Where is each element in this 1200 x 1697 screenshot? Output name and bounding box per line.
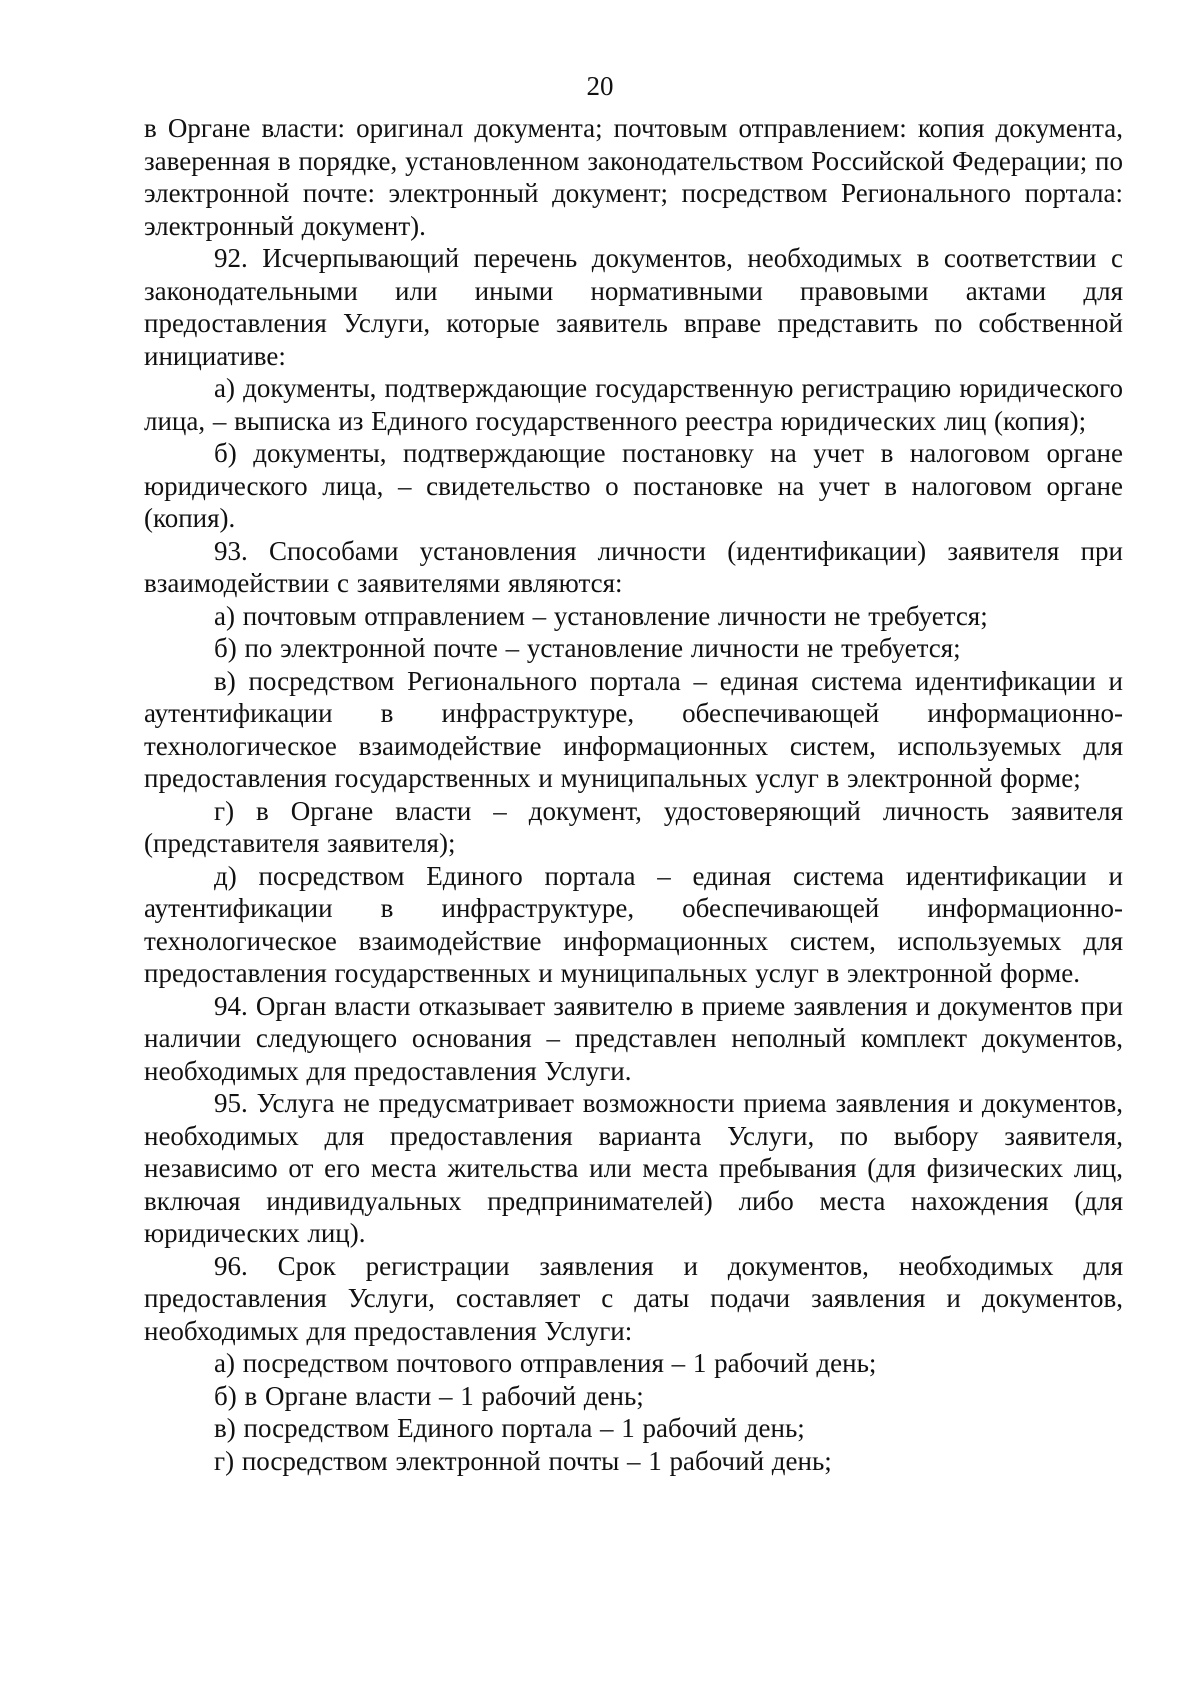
- paragraph-item-92: 92. Исчерпывающий перечень документов, необходимых в соответствии с законодательными или иными нормативными правовыми актами для предоставления Услуги, которые заявитель вправе представить по собственной инициативе:: [144, 243, 1123, 371]
- paragraph-item-96-a: а) посредством почтового отправления – 1 рабочий день;: [214, 1348, 877, 1378]
- paragraph-item-96-b: б) в Органе власти – 1 рабочий день;: [214, 1380, 644, 1411]
- document-body: [144, 112, 1123, 1477]
- paragraph-item-92-a: а) документы, подтверждающие государственную регистрацию юридического лица, – выписка из Единого государственного реестра юридических лиц (копия);: [144, 373, 1123, 436]
- paragraph-item-93-d: д) посредством Единого портала – единая система идентификации и аутентификации в инфраструктуре, обеспечивающей информационно-технологическое взаимодействие информационных систем, используемых для предоставления государственных и муниципальных услуг в электронной форме.: [144, 860, 1123, 988]
- paragraph-item-93: 93. Способами установления личности (идентификации) заявителя при взаимодействии с заявителями являются:: [144, 535, 1123, 598]
- paragraph-continuation: в Органе власти: оригинал документа; почтовым отправлением: копия документа, заверенная в порядке, установленном законодательством Российской Федерации; по электронной почте: электронный документ; посредством Регионального портала: электронный документ).: [144, 113, 1123, 241]
- paragraph-item-93-a: а) почтовым отправлением – установление личности не требуется;: [214, 600, 988, 631]
- paragraph-item-94: 94. Орган власти отказывает заявителю в приеме заявления и документов при наличии следующего основания – представлен неполный комплект документов, необходимых для предоставления Услуги.: [144, 990, 1123, 1086]
- paragraph-item-92-b: б) документы, подтверждающие постановку на учет в налоговом органе юридического лица, – свидетельство о постановке на учет в налоговом органе (копия).: [144, 438, 1123, 533]
- paragraph-item-96-v: в) посредством Единого портала – 1 рабочий день;: [214, 1413, 805, 1443]
- paragraph-item-93-g: г) в Органе власти – документ, удостоверяющий личность заявителя (представителя заявителя);: [144, 795, 1123, 858]
- page-number: 20: [586, 71, 614, 101]
- paragraph-item-96: 96. Срок регистрации заявления и документов, необходимых для предоставления Услуги, составляет с даты подачи заявления и документов, необходимых для предоставления Услуги:: [144, 1250, 1123, 1346]
- paragraph-item-93-v: в) посредством Регионального портала – единая система идентификации и аутентификации в инфраструктуре, обеспечивающей информационно-технологическое взаимодействие информационных систем, используемых для предоставления государственных и муниципальных услуг в электронной форме;: [144, 665, 1123, 793]
- paragraph-item-93-b: б) по электронной почте – установление личности не требуется;: [214, 633, 961, 663]
- paragraph-item-95: 95. Услуга не предусматривает возможности приема заявления и документов, необходимых для предоставления варианта Услуги, по выбору заявителя, независимо от его места жительства или места пребывания (для физических лиц, включая индивидуальных предпринимателей) либо места нахождения (для юридических лиц).: [144, 1088, 1123, 1248]
- paragraph-item-96-g: г) посредством электронной почты – 1 рабочий день;: [214, 1445, 832, 1476]
